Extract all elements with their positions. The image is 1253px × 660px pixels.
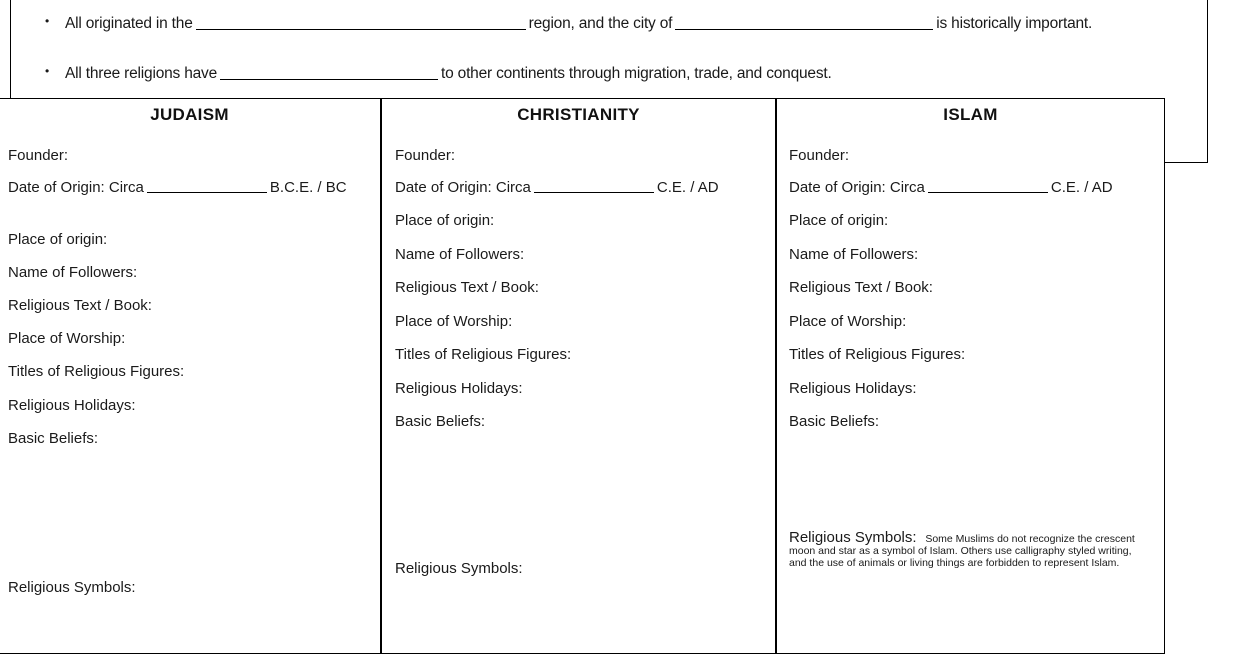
religious-symbols-label: Religious Symbols: bbox=[8, 579, 136, 596]
place-origin-label: Place of origin: bbox=[789, 212, 889, 229]
date-blank[interactable] bbox=[534, 179, 654, 193]
city-blank[interactable] bbox=[675, 15, 933, 30]
religious-symbols-field bbox=[789, 529, 1149, 569]
column-title: JUDAISM bbox=[150, 105, 229, 124]
judaism-column bbox=[0, 98, 382, 654]
bullet-text: All originated in the bbox=[65, 15, 193, 32]
region-blank[interactable] bbox=[196, 15, 526, 30]
date-origin-field bbox=[789, 179, 1113, 196]
founder-label: Founder: bbox=[395, 147, 456, 164]
bullet-text: region, and the city of bbox=[528, 15, 673, 32]
religious-text-label: Religious Text / Book: bbox=[395, 279, 539, 296]
date-suffix: C.E. / AD bbox=[656, 179, 719, 196]
column-title: ISLAM bbox=[943, 105, 998, 124]
islam-column bbox=[776, 98, 1165, 654]
religious-text-label: Religious Text / Book: bbox=[789, 279, 933, 296]
column-title: CHRISTIANITY bbox=[517, 105, 640, 124]
date-prefix: Date of Origin: Circa bbox=[395, 179, 531, 196]
religious-figures-label: Titles of Religious Figures: bbox=[8, 363, 185, 380]
holidays-label: Religious Holidays: bbox=[8, 397, 136, 414]
bullet-text: All three religions have bbox=[65, 65, 218, 82]
date-blank[interactable] bbox=[147, 179, 267, 193]
religious-figures-label: Titles of Religious Figures: bbox=[395, 346, 572, 363]
place-worship-label: Place of Worship: bbox=[8, 330, 126, 347]
religious-figures-label: Titles of Religious Figures: bbox=[789, 346, 966, 363]
bullet-spread bbox=[45, 64, 832, 83]
religious-symbols-label: Religious Symbols: bbox=[789, 529, 917, 546]
bullet-text: is historically important. bbox=[936, 15, 1093, 32]
spread-blank[interactable] bbox=[220, 65, 438, 80]
founder-label: Founder: bbox=[8, 147, 69, 164]
basic-beliefs-label: Basic Beliefs: bbox=[789, 413, 880, 430]
religious-symbols-label: Religious Symbols: bbox=[395, 560, 523, 577]
place-origin-label: Place of origin: bbox=[395, 212, 495, 229]
bullet-dot-icon: • bbox=[45, 64, 50, 78]
followers-label: Name of Followers: bbox=[395, 246, 525, 263]
followers-label: Name of Followers: bbox=[789, 246, 919, 263]
place-worship-label: Place of Worship: bbox=[789, 313, 907, 330]
date-origin-field bbox=[395, 179, 719, 196]
symbols-note: Some Muslims do not recognize the crescent moon and star as a symbol of Islam. Others use calligraphy styled writing, and the use of animals or living things are forbidden to represent Islam. bbox=[789, 533, 1135, 569]
place-origin-label: Place of origin: bbox=[8, 231, 108, 248]
basic-beliefs-label: Basic Beliefs: bbox=[395, 413, 486, 430]
bullet-origin bbox=[45, 14, 1092, 33]
founder-label: Founder: bbox=[789, 147, 850, 164]
bullet-text: to other continents through migration, trade, and conquest. bbox=[441, 65, 832, 82]
date-suffix: B.C.E. / BC bbox=[269, 179, 347, 196]
religious-text-label: Religious Text / Book: bbox=[8, 297, 152, 314]
date-prefix: Date of Origin: Circa bbox=[789, 179, 925, 196]
basic-beliefs-label: Basic Beliefs: bbox=[8, 430, 99, 447]
date-prefix: Date of Origin: Circa bbox=[8, 179, 144, 196]
holidays-label: Religious Holidays: bbox=[395, 380, 523, 397]
place-worship-label: Place of Worship: bbox=[395, 313, 513, 330]
holidays-label: Religious Holidays: bbox=[789, 380, 917, 397]
bullet-dot-icon: • bbox=[45, 14, 50, 28]
followers-label: Name of Followers: bbox=[8, 264, 138, 281]
christianity-column bbox=[381, 98, 777, 654]
date-origin-field bbox=[8, 179, 358, 196]
date-suffix: C.E. / AD bbox=[1050, 179, 1113, 196]
date-blank[interactable] bbox=[928, 179, 1048, 193]
